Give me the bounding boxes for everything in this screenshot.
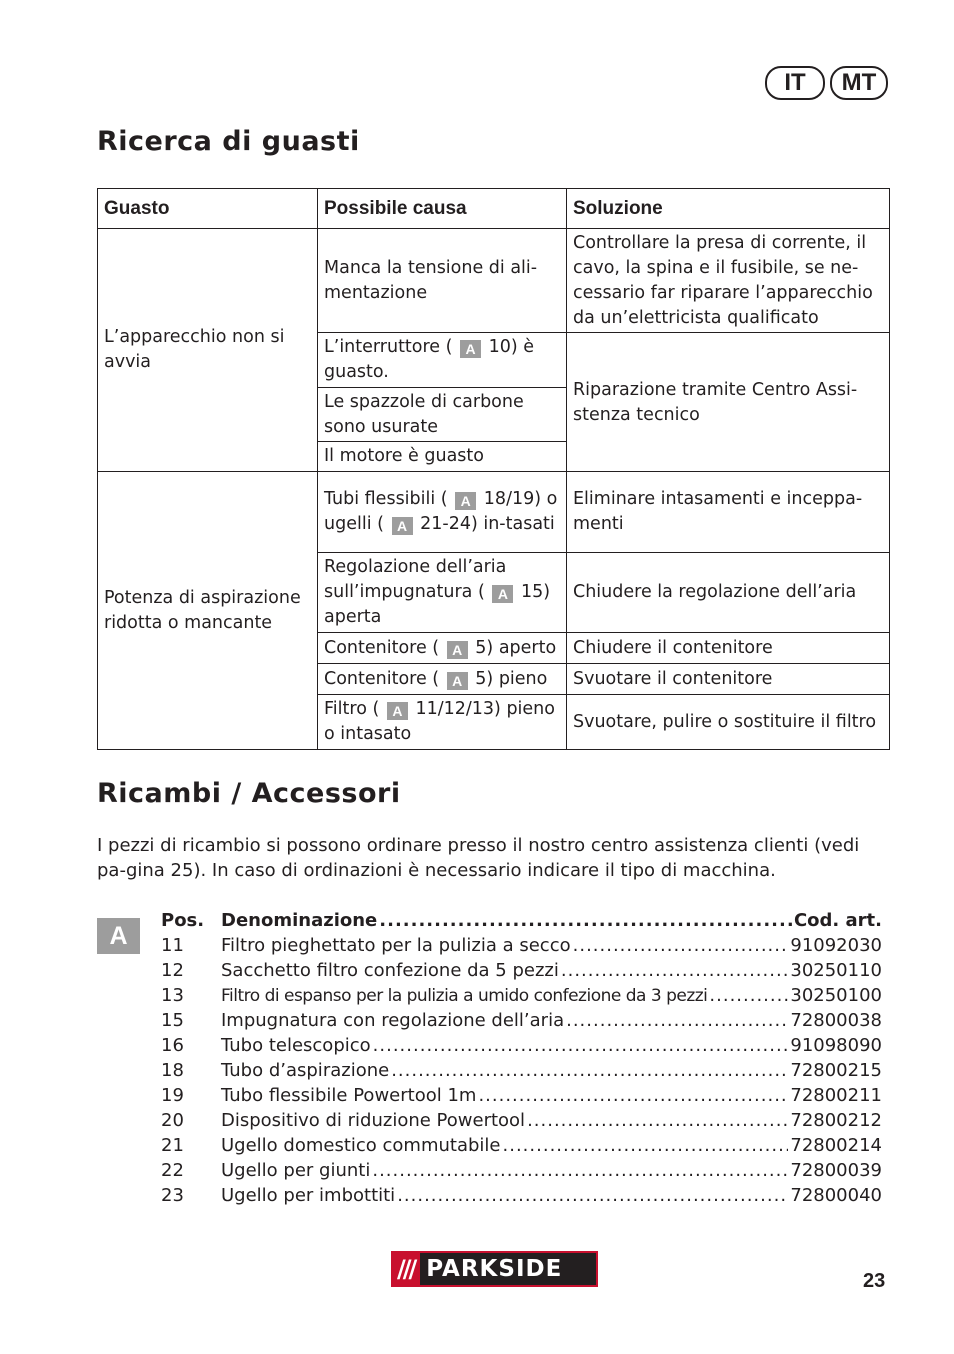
part-code: 72800215: [790, 1060, 882, 1081]
language-badge-it: IT: [765, 66, 825, 100]
part-name: Filtro pieghettato per la pulizia a secco: [221, 935, 571, 956]
solution-cell: Riparazione tramite Centro Assi-stenza tecnico: [567, 333, 890, 472]
logo-body: [393, 1253, 596, 1285]
list-item: [161, 1108, 882, 1133]
solution-cell: Svuotare, pulire o sostituire il filtro: [567, 695, 890, 750]
list-item: [161, 1033, 882, 1058]
list-item: [161, 1133, 882, 1158]
solution-cell: Chiudere il contenitore: [567, 633, 890, 664]
part-pos: 15: [161, 1010, 184, 1031]
list-item: [161, 983, 882, 1008]
part-name: Ugello per giunti: [221, 1160, 371, 1181]
part-pos: 20: [161, 1110, 184, 1131]
figure-a-badge: A: [392, 517, 413, 535]
spare-parts-title: Ricambi / Accessori: [97, 778, 401, 809]
part-pos: 18: [161, 1060, 184, 1081]
part-code: 91098090: [790, 1035, 882, 1056]
part-name: Tubo flessibile Powertool 1m: [221, 1085, 477, 1106]
dot-leader: [373, 1033, 789, 1058]
part-pos: 22: [161, 1160, 184, 1181]
part-name: Filtro di espanso per la pulizia a umido confezione da 3 pezzi: [221, 986, 708, 1006]
dot-leader: [391, 1058, 788, 1083]
part-code: 72800211: [790, 1085, 882, 1106]
part-code: 30250100: [790, 985, 882, 1006]
part-name: Dispositivo di riduzione Powertool: [221, 1110, 526, 1131]
part-name: Ugello per imbottiti: [221, 1185, 396, 1206]
figure-a-badge: A: [460, 340, 481, 358]
dot-leader: [379, 908, 792, 933]
name-header: Denominazione: [221, 910, 378, 931]
cause-text: 10) è guasto.: [324, 337, 535, 382]
cause-text: 18/19) o ugelli (: [324, 489, 558, 534]
figure-a-badge: A: [455, 492, 476, 510]
part-code: 72800039: [790, 1160, 882, 1181]
header-cause: Possibile causa: [318, 189, 567, 229]
dot-leader: [561, 958, 789, 983]
parkside-logo: [391, 1251, 598, 1287]
part-code: 72800214: [790, 1135, 882, 1156]
list-item: [161, 1008, 882, 1033]
part-pos: 12: [161, 960, 184, 981]
cause-text: 5) pieno: [475, 668, 548, 689]
part-name: Tubo d’aspirazione: [221, 1060, 390, 1081]
part-pos: 21: [161, 1135, 184, 1156]
parts-header-row: [161, 908, 882, 933]
part-pos: 16: [161, 1035, 184, 1056]
header-fault: Guasto: [98, 189, 318, 229]
logo-slashes: ///: [393, 1253, 420, 1285]
cause-text: Tubi flessibili (: [324, 489, 448, 509]
cause-cell: Le spazzole di carbone sono usurate: [318, 388, 567, 442]
table-row: [98, 229, 890, 333]
cause-cell: [318, 553, 567, 633]
part-pos: 13: [161, 985, 184, 1006]
cause-cell: Manca la tensione di ali-mentazione: [318, 229, 567, 333]
dot-leader: [566, 1008, 788, 1033]
table-row: [98, 472, 890, 553]
part-pos: 23: [161, 1185, 184, 1206]
cause-text: Filtro (: [324, 699, 380, 719]
page-number: 23: [863, 1270, 886, 1292]
cause-text: 21-24) in-tasati: [420, 514, 555, 534]
list-item: [161, 933, 882, 958]
fault-cell: L’apparecchio non si avvia: [98, 229, 318, 472]
spare-parts-intro: I pezzi di ricambio si possono ordinare presso il nostro centro assistenza clienti (vedi pa-gina 25). In caso di ordinazioni è necessario indicare il tipo di macchina.: [97, 835, 860, 881]
cause-cell: [318, 472, 567, 553]
spare-parts-list: [161, 908, 882, 1208]
cause-cell: [318, 664, 567, 695]
part-name: Sacchetto filtro confezione da 5 pezzi: [221, 960, 559, 981]
figure-a-badge: A: [97, 918, 140, 954]
logo-text: PARKSIDE: [426, 1256, 563, 1282]
part-code: 72800038: [790, 1010, 882, 1031]
cause-text: 15) aperta: [324, 582, 551, 627]
code-header: Cod. art.: [793, 910, 882, 931]
solution-cell: Controllare la presa di corrente, il cavo, la spina e il fusibile, se ne-cessario far riparare l’apparecchio da un’elettricista qualificato: [567, 229, 890, 333]
language-badge-mt: MT: [830, 66, 888, 100]
solution-cell: Svuotare il contenitore: [567, 664, 890, 695]
cause-text: L’interruttore (: [324, 337, 453, 357]
troubleshooting-title: Ricerca di guasti: [97, 126, 360, 157]
figure-a-badge: A: [492, 585, 513, 603]
part-code: 30250110: [790, 960, 882, 981]
troubleshooting-table: [97, 188, 890, 750]
list-item: [161, 1083, 882, 1108]
solution-cell: Chiudere la regolazione dell’aria: [567, 553, 890, 633]
cause-text: 11/12/13) pieno o intasato: [324, 699, 555, 744]
dot-leader: [478, 1083, 788, 1108]
dot-leader: [709, 983, 788, 1008]
dot-leader: [527, 1108, 788, 1133]
dot-leader: [573, 933, 789, 958]
figure-a-badge: A: [387, 702, 408, 720]
figure-a-badge: A: [447, 641, 468, 659]
cause-cell: [318, 633, 567, 664]
part-name: Tubo telescopico: [221, 1035, 371, 1056]
cause-text: 5) aperto: [475, 637, 557, 658]
dot-leader: [397, 1183, 788, 1208]
cause-cell: [318, 695, 567, 750]
dot-leader: [503, 1133, 789, 1158]
cause-cell: Il motore è guasto: [318, 442, 567, 472]
header-solution: Soluzione: [567, 189, 890, 229]
cause-text: Regolazione dell’aria sull’impugnatura (: [324, 557, 507, 602]
list-item: [161, 958, 882, 983]
list-item: [161, 1183, 882, 1208]
cause-text: Contenitore (: [324, 668, 440, 689]
part-code: 72800212: [790, 1110, 882, 1131]
list-item: [161, 1158, 882, 1183]
part-name: Impugnatura con regolazione dell’aria: [221, 1010, 565, 1031]
dot-leader: [372, 1158, 788, 1183]
fault-cell: Potenza di aspirazione ridotta o mancante: [98, 472, 318, 750]
part-name: Ugello domestico commutabile: [221, 1135, 501, 1156]
table-header-row: [98, 189, 890, 229]
pos-header: Pos.: [161, 910, 205, 931]
part-code: 72800040: [790, 1185, 882, 1206]
cause-cell: [318, 333, 567, 388]
part-pos: 19: [161, 1085, 184, 1106]
list-item: [161, 1058, 882, 1083]
part-code: 91092030: [790, 935, 882, 956]
part-pos: 11: [161, 935, 184, 956]
solution-cell: Eliminare intasamenti e inceppa-menti: [567, 472, 890, 553]
cause-text: Contenitore (: [324, 637, 440, 658]
figure-a-badge: A: [447, 672, 468, 690]
